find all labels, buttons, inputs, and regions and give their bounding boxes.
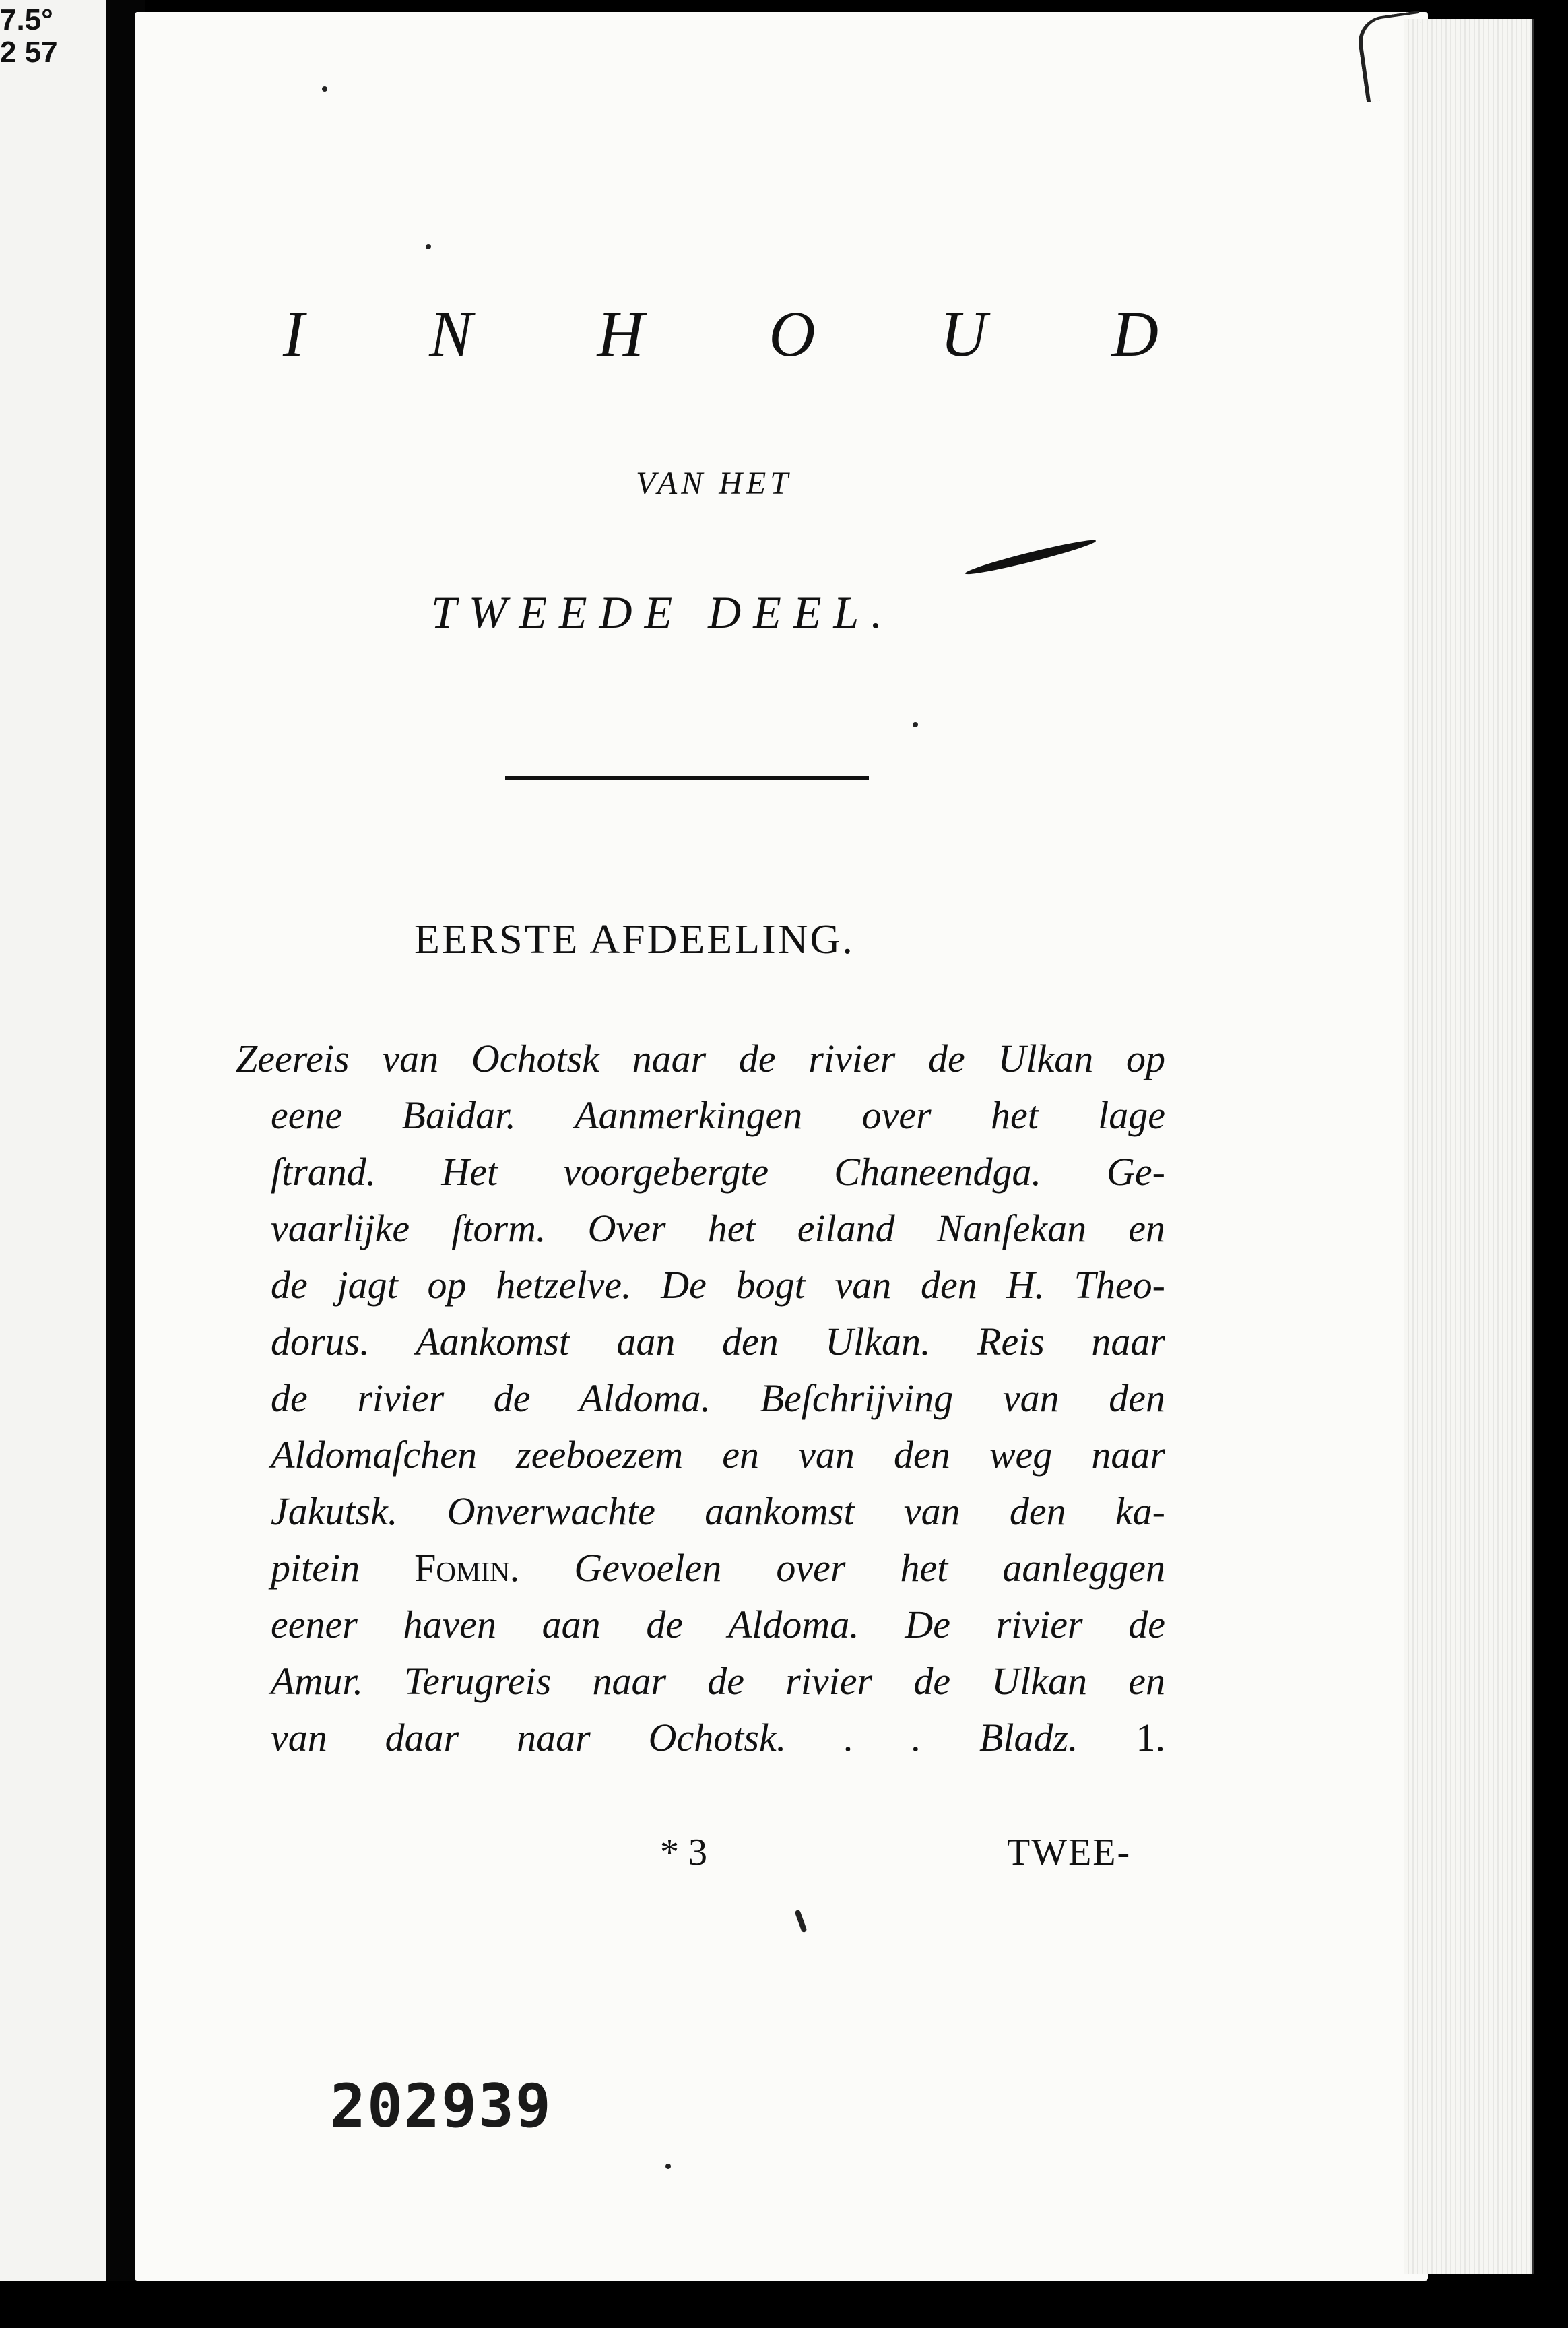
contents-line [271, 1710, 1165, 1766]
shelfmark: 7.5° 2 57 [0, 3, 58, 69]
title-letter: D [1111, 298, 1158, 370]
library-stamp: 202939 [330, 2071, 552, 2141]
contents-line [271, 1540, 1165, 1596]
page-ref-label: Bladz. [979, 1716, 1078, 1759]
name-fomin: Fomin. [414, 1546, 520, 1590]
contents-paragraph [236, 1031, 1165, 1766]
page-ref-number: 1. [1136, 1716, 1166, 1759]
title-letter: I [283, 298, 304, 370]
contents-line: de jagt op hetzelve. De bogt van den H. Theo- [271, 1263, 1165, 1307]
contents-text: van daar naar Ochotsk. [271, 1716, 787, 1759]
contents-line: Amur. Terugreis naar de rivier de Ulkan en [271, 1659, 1165, 1703]
ink-speck [665, 2164, 671, 2169]
contents-line: vaarlijke ſtorm. Over het eiland Nanſekan en [271, 1206, 1165, 1250]
ink-speck [322, 86, 327, 92]
scan-border [0, 2281, 1568, 2328]
subtitle: VAN HET [636, 465, 792, 501]
previous-page-edge [0, 0, 106, 2284]
contents-line: dorus. Aankomst aan den Ulkan. Reis naar [271, 1320, 1165, 1363]
contents-line: Jakutsk. Onverwachte aankomst van den ka- [271, 1489, 1165, 1533]
divider-rule [505, 776, 869, 780]
contents-text: Gevoelen over het aanleggen [574, 1546, 1165, 1590]
contents-line: Zeereis van Ochotsk naar de rivier de Ulkan op [236, 1037, 1165, 1080]
section-heading: EERSTE AFDEELING. [414, 917, 855, 963]
contents-line: ſtrand. Het voorgebergte Chaneendga. Ge- [271, 1150, 1165, 1194]
page-edges [1404, 19, 1534, 2274]
catchword: TWEE- [1007, 1832, 1132, 1873]
contents-line: de rivier de Aldoma. Beſchrijving van den [271, 1376, 1165, 1420]
contents-line: eener haven aan de Aldoma. De rivier de [271, 1603, 1165, 1646]
leader-dots: . . [844, 1716, 922, 1759]
ink-speck [913, 722, 918, 728]
contents-line: eene Baidar. Aanmerkingen over het lage [271, 1093, 1165, 1137]
contents-text: pitein [271, 1546, 360, 1590]
page-title [283, 296, 1158, 371]
title-letter: O [769, 298, 816, 370]
contents-line: Aldomaſchen zeeboezem en van den weg naar [271, 1433, 1165, 1477]
signature-mark: * 3 [660, 1832, 707, 1873]
page-corner-curl [1355, 11, 1431, 102]
ink-speck [426, 244, 431, 249]
title-letter: H [597, 298, 644, 370]
part-heading: TWEEDE DEEL. [431, 587, 895, 638]
title-letter: U [940, 298, 987, 370]
title-letter: N [429, 298, 473, 370]
